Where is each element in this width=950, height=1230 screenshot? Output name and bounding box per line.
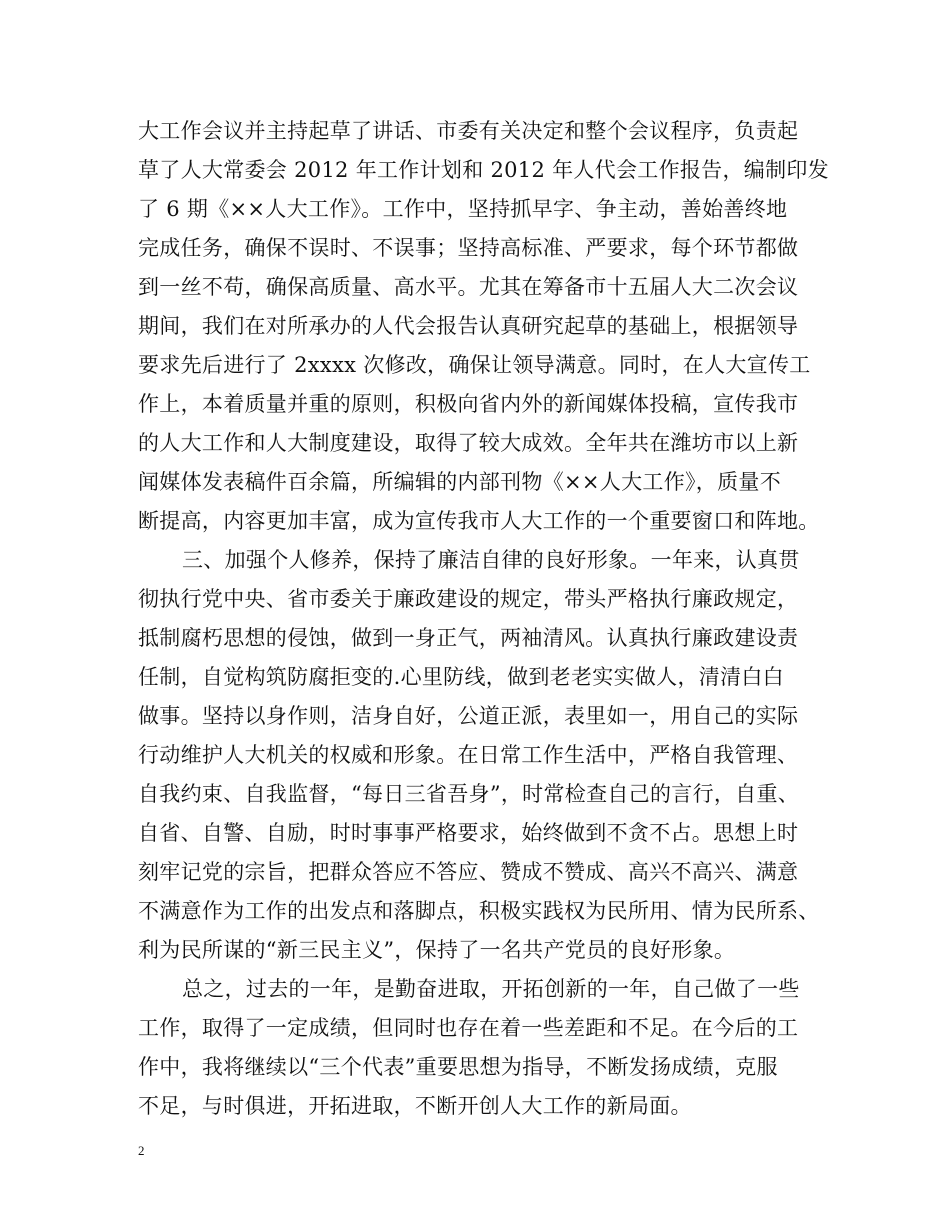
text-line: 彻执行党中央、省市委关于廉政建设的规定，带头严格执行廉政规定， bbox=[138, 587, 799, 611]
text-line: 抵制腐朽思想的侵蚀，做到一身正气，两袖清风。认真执行廉政建设责 bbox=[138, 626, 799, 650]
text-line: 大工作会议并主持起草了讲话、市委有关决定和整个会议程序，负责起 bbox=[138, 119, 799, 143]
text-line: 自省、自警、自励，时时事事严格要求，始终做到不贪不占。思想上时 bbox=[138, 821, 799, 845]
text-line: 的人大工作和人大制度建设，取得了较大成效。全年共在潍坊市以上新 bbox=[138, 431, 799, 455]
text-line: 作中，我将继续以“三个代表”重要思想为指导，不断发扬成绩，克服 bbox=[138, 1055, 778, 1079]
text-line: 作上，本着质量并重的原则，积极向省内外的新闻媒体投稿，宣传我市 bbox=[138, 392, 799, 416]
text-line: 行动维护人大机关的权威和形象。在日常工作生活中，严格自我管理、 bbox=[138, 743, 799, 767]
text-line: 要求先后进行了 2xxxx 次修改，确保让领导满意。同时，在人大宣传工 bbox=[138, 353, 811, 377]
text-line: 刻牢记党的宗旨，把群众答应不答应、赞成不赞成、高兴不高兴、满意 bbox=[138, 860, 799, 884]
text-line: 不足，与时俱进，开拓进取，不断开创人大工作的新局面。 bbox=[138, 1094, 692, 1118]
text-line: 做事。坚持以身作则，洁身自好，公道正派，表里如一，用自己的实际 bbox=[138, 704, 799, 728]
text-line: 完成任务，确保不误时、不误事；坚持高标准、严要求，每个环节都做 bbox=[138, 236, 799, 260]
text-line: 闻媒体发表稿件百余篇，所编辑的内部刊物《××人大工作》，质量不 bbox=[138, 470, 781, 494]
text-line: 工作，取得了一定成绩，但同时也存在着一些差距和不足。在今后的工 bbox=[138, 1016, 799, 1040]
text-line: 不满意作为工作的出发点和落脚点，积极实践权为民所用、情为民所系、 bbox=[138, 899, 820, 923]
text-line: 任制，自觉构筑防腐拒变的.心里防线，做到老老实实做人，清清白白 bbox=[138, 665, 784, 689]
text-line: 期间，我们在对所承办的人代会报告认真研究起草的基础上，根据领导 bbox=[138, 314, 799, 338]
text-line: 到一丝不苟，确保高质量、高水平。尤其在筹备市十五届人大二次会议 bbox=[138, 275, 799, 299]
text-line: 了 6 期《××人大工作》。工作中，坚持抓早字、争主动，善始善终地 bbox=[138, 197, 788, 221]
text-line: 断提高，内容更加丰富，成为宣传我市人大工作的一个重要窗口和阵地。 bbox=[138, 509, 820, 533]
page-number: 2 bbox=[138, 1143, 145, 1158]
paragraph-start-line: 总之，过去的一年，是勤奋进取，开拓创新的一年，自己做了一些 bbox=[182, 977, 800, 1001]
body-text bbox=[138, 112, 828, 1126]
text-line: 利为民所谋的“新三民主义”，保持了一名共产党员的良好形象。 bbox=[138, 938, 736, 962]
text-line: 自我约束、自我监督，“每日三省吾身”，时常检查自己的言行，自重、 bbox=[138, 782, 800, 806]
paragraph-start-line: 三、加强个人修养，保持了廉洁自律的良好形象。一年来，认真贯 bbox=[182, 548, 800, 572]
text-line: 草了人大常委会 2012 年工作计划和 2012 年人代会工作报告，编制印发 bbox=[138, 158, 829, 182]
